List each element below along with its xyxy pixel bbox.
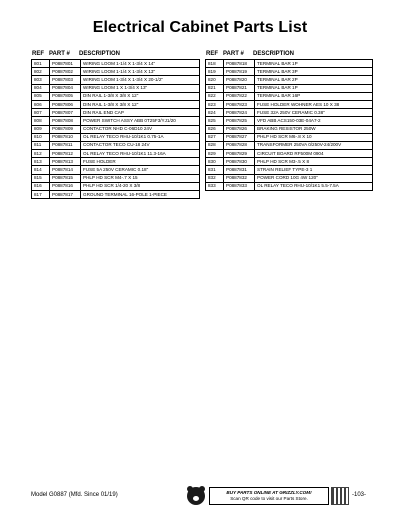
ref-cell: 833 bbox=[206, 182, 224, 190]
header-ref: REF bbox=[206, 51, 218, 57]
description-cell: PHLP HD SCR 1/4-20 X 3/8 bbox=[81, 182, 200, 190]
part-number-cell: P0887806 bbox=[50, 100, 81, 108]
header-description: DESCRIPTION bbox=[79, 51, 121, 57]
ref-cell: 807 bbox=[32, 109, 50, 117]
part-number-cell: P0887816 bbox=[50, 182, 81, 190]
header-description: DESCRIPTION bbox=[253, 51, 295, 57]
table-row bbox=[206, 133, 373, 141]
description-cell: WIRING LOOM 1 X 1-3/4 X 13" bbox=[81, 84, 200, 92]
ref-cell: 816 bbox=[32, 182, 50, 190]
part-number-cell: P0887813 bbox=[50, 158, 81, 166]
table-row bbox=[32, 182, 200, 190]
part-number-cell: P0887822 bbox=[224, 92, 255, 100]
description-cell: FUSE HOLDER bbox=[81, 158, 200, 166]
description-cell: FUSE 5A 250V CERAMIC 0.18" bbox=[81, 166, 200, 174]
description-cell: PHLP HD SCR M3-.5 X 8 bbox=[255, 158, 373, 166]
table-row bbox=[32, 68, 200, 76]
table-row bbox=[32, 141, 200, 149]
ref-cell: 812 bbox=[32, 150, 50, 158]
ref-cell: 827 bbox=[206, 133, 224, 141]
ref-cell: 802 bbox=[32, 68, 50, 76]
ref-cell: 830 bbox=[206, 158, 224, 166]
ref-cell: 822 bbox=[206, 92, 224, 100]
description-cell: CONTACTOR TECO CU-18 24V bbox=[81, 141, 200, 149]
ref-cell: 825 bbox=[206, 117, 224, 125]
description-cell: OL RELAY TECO RHU-10/1K1 5.5-7.5A bbox=[255, 182, 373, 190]
description-cell: OL RELAY TECO RHU-10/1K1 0.75-1A bbox=[81, 133, 200, 141]
table-row bbox=[32, 166, 200, 174]
table-row bbox=[32, 100, 200, 108]
page-number: -103- bbox=[352, 492, 367, 498]
ref-cell: 808 bbox=[32, 117, 50, 125]
part-number-cell: P0887808 bbox=[50, 117, 81, 125]
qr-code-icon[interactable] bbox=[331, 487, 349, 505]
ref-cell: 821 bbox=[206, 84, 224, 92]
description-cell: CONTACTOR NHD C-06D10 24V bbox=[81, 125, 200, 133]
ref-cell: 832 bbox=[206, 174, 224, 182]
header-ref: REF bbox=[32, 51, 44, 57]
table-header-right bbox=[205, 50, 373, 58]
description-cell: TRANSFORMER 250VA 0/250V-24/200V bbox=[255, 141, 373, 149]
description-cell: TERMINAL BAR 1P bbox=[255, 60, 373, 68]
table-row bbox=[32, 76, 200, 84]
parts-table-right bbox=[205, 59, 373, 191]
ref-cell: 813 bbox=[32, 158, 50, 166]
ref-cell: 823 bbox=[206, 100, 224, 108]
description-cell: DIN RAIL END CAP bbox=[81, 109, 200, 117]
part-number-cell: P0887815 bbox=[50, 174, 81, 182]
table-row bbox=[32, 174, 200, 182]
part-number-cell: P0887825 bbox=[224, 117, 255, 125]
description-cell: CIRCUIT BOARD RF500M 0904 bbox=[255, 150, 373, 158]
part-number-cell: P0887814 bbox=[50, 166, 81, 174]
part-number-cell: P0887833 bbox=[224, 182, 255, 190]
part-number-cell: P0887807 bbox=[50, 109, 81, 117]
table-row bbox=[206, 174, 373, 182]
description-cell: TERMINAL BAR 3P bbox=[255, 68, 373, 76]
description-cell: VFD ABB ACS150-03E-04A7-2 bbox=[255, 117, 373, 125]
description-cell: FUSE 32A 250V CERAMIC 0.38" bbox=[255, 109, 373, 117]
table-row bbox=[206, 68, 373, 76]
ref-cell: 820 bbox=[206, 76, 224, 84]
part-number-cell: P0887804 bbox=[50, 84, 81, 92]
table-row bbox=[206, 141, 373, 149]
description-cell: DIN RAIL 1-3/8 X 3/8 X 12" bbox=[81, 92, 200, 100]
ref-cell: 804 bbox=[32, 84, 50, 92]
table-row bbox=[32, 117, 200, 125]
ref-cell: 801 bbox=[32, 60, 50, 68]
table-row bbox=[32, 92, 200, 100]
part-number-cell: P0887831 bbox=[224, 166, 255, 174]
part-number-cell: P0887832 bbox=[224, 174, 255, 182]
table-row bbox=[206, 84, 373, 92]
description-cell: WIRING LOOM 1-3/4 X 1-3/4 X 20-1/2" bbox=[81, 76, 200, 84]
table-row bbox=[206, 109, 373, 117]
description-cell: GROUND TERMINAL 16-POLE 1-PIECE bbox=[81, 191, 200, 199]
part-number-cell: P0887802 bbox=[50, 68, 81, 76]
part-number-cell: P0887826 bbox=[224, 125, 255, 133]
table-row bbox=[206, 182, 373, 190]
table-row bbox=[32, 191, 200, 199]
part-number-cell: P0887820 bbox=[224, 76, 255, 84]
table-row bbox=[206, 117, 373, 125]
ref-cell: 829 bbox=[206, 150, 224, 158]
ref-cell: 805 bbox=[32, 92, 50, 100]
part-number-cell: P0887811 bbox=[50, 141, 81, 149]
header-part: PART # bbox=[49, 51, 70, 57]
part-number-cell: P0887830 bbox=[224, 158, 255, 166]
table-row bbox=[32, 133, 200, 141]
ref-cell: 824 bbox=[206, 109, 224, 117]
ref-cell: 819 bbox=[206, 68, 224, 76]
description-cell: PHLP HD SCR M6-.8 X 10 bbox=[255, 133, 373, 141]
table-row bbox=[206, 158, 373, 166]
part-number-cell: P0887824 bbox=[224, 109, 255, 117]
promo-headline: BUY PARTS ONLINE AT GRIZZLY.COM! bbox=[226, 490, 312, 495]
part-number-cell: P0887805 bbox=[50, 92, 81, 100]
description-cell: POWER SWITCH ASSY ABB 0T25F3/YJ1/20 bbox=[81, 117, 200, 125]
table-row bbox=[206, 76, 373, 84]
ref-cell: 828 bbox=[206, 141, 224, 149]
parts-column-left bbox=[31, 50, 200, 199]
part-number-cell: P0887810 bbox=[50, 133, 81, 141]
table-row bbox=[206, 125, 373, 133]
description-cell: PHLP HD SCR M4-.7 X 15 bbox=[81, 174, 200, 182]
part-number-cell: P0887809 bbox=[50, 125, 81, 133]
ref-cell: 826 bbox=[206, 125, 224, 133]
table-row bbox=[32, 84, 200, 92]
description-cell: BRAKING RESISTOR 250W bbox=[255, 125, 373, 133]
part-number-cell: P0887828 bbox=[224, 141, 255, 149]
table-row bbox=[32, 60, 200, 68]
ref-cell: 810 bbox=[32, 133, 50, 141]
table-row bbox=[206, 92, 373, 100]
part-number-cell: P0887821 bbox=[224, 84, 255, 92]
part-number-cell: P0887817 bbox=[50, 191, 81, 199]
table-row bbox=[32, 125, 200, 133]
grizzly-bear-logo-icon bbox=[187, 487, 205, 505]
description-cell: DIN RAIL 1-3/8 X 3/8 X 12" bbox=[81, 100, 200, 108]
page-title: Electrical Cabinet Parts List bbox=[92, 19, 308, 36]
ref-cell: 806 bbox=[32, 100, 50, 108]
ref-cell: 818 bbox=[206, 60, 224, 68]
part-number-cell: P0887823 bbox=[224, 100, 255, 108]
promo-subtext: Scan QR code to visit our Parts Store. bbox=[230, 496, 308, 501]
parts-table-left bbox=[31, 59, 200, 199]
table-row bbox=[32, 109, 200, 117]
part-number-cell: P0887812 bbox=[50, 150, 81, 158]
part-number-cell: P0887827 bbox=[224, 133, 255, 141]
part-number-cell: P0887829 bbox=[224, 150, 255, 158]
table-row bbox=[206, 166, 373, 174]
description-cell: TERMINAL BAR 16P bbox=[255, 92, 373, 100]
description-cell: POWER CORD 10G 4W 120" bbox=[255, 174, 373, 182]
part-number-cell: P0887803 bbox=[50, 76, 81, 84]
table-row bbox=[32, 150, 200, 158]
part-number-cell: P0887819 bbox=[224, 68, 255, 76]
table-row bbox=[32, 158, 200, 166]
ref-cell: 815 bbox=[32, 174, 50, 182]
description-cell: STRAIN RELIEF TYPE-3 1 bbox=[255, 166, 373, 174]
description-cell: TERMINAL BAR 1P bbox=[255, 84, 373, 92]
table-row bbox=[206, 150, 373, 158]
ref-cell: 831 bbox=[206, 166, 224, 174]
ref-cell: 811 bbox=[32, 141, 50, 149]
parts-online-banner[interactable] bbox=[209, 487, 329, 505]
model-label: Model G0887 (Mfd. Since 01/19) bbox=[31, 492, 118, 498]
part-number-cell: P0887801 bbox=[50, 60, 81, 68]
ref-cell: 809 bbox=[32, 125, 50, 133]
description-cell: WIRING LOOM 1-1/4 X 1-3/4 X 14" bbox=[81, 60, 200, 68]
ref-cell: 817 bbox=[32, 191, 50, 199]
description-cell: WIRING LOOM 1-1/4 X 1-3/4 X 13" bbox=[81, 68, 200, 76]
table-header-left bbox=[31, 50, 200, 58]
description-cell: FUSE HOLDER WOHNER AES 10 X 38 bbox=[255, 100, 373, 108]
description-cell: TERMINAL BAR 2P bbox=[255, 76, 373, 84]
table-row bbox=[206, 100, 373, 108]
part-number-cell: P0887818 bbox=[224, 60, 255, 68]
header-part: PART # bbox=[223, 51, 244, 57]
ref-cell: 814 bbox=[32, 166, 50, 174]
parts-column-right bbox=[205, 50, 373, 191]
page-footer bbox=[0, 484, 400, 508]
table-row bbox=[206, 60, 373, 68]
ref-cell: 803 bbox=[32, 76, 50, 84]
description-cell: OL RELAY TECO RHU-10/1K1 11.3-16A bbox=[81, 150, 200, 158]
